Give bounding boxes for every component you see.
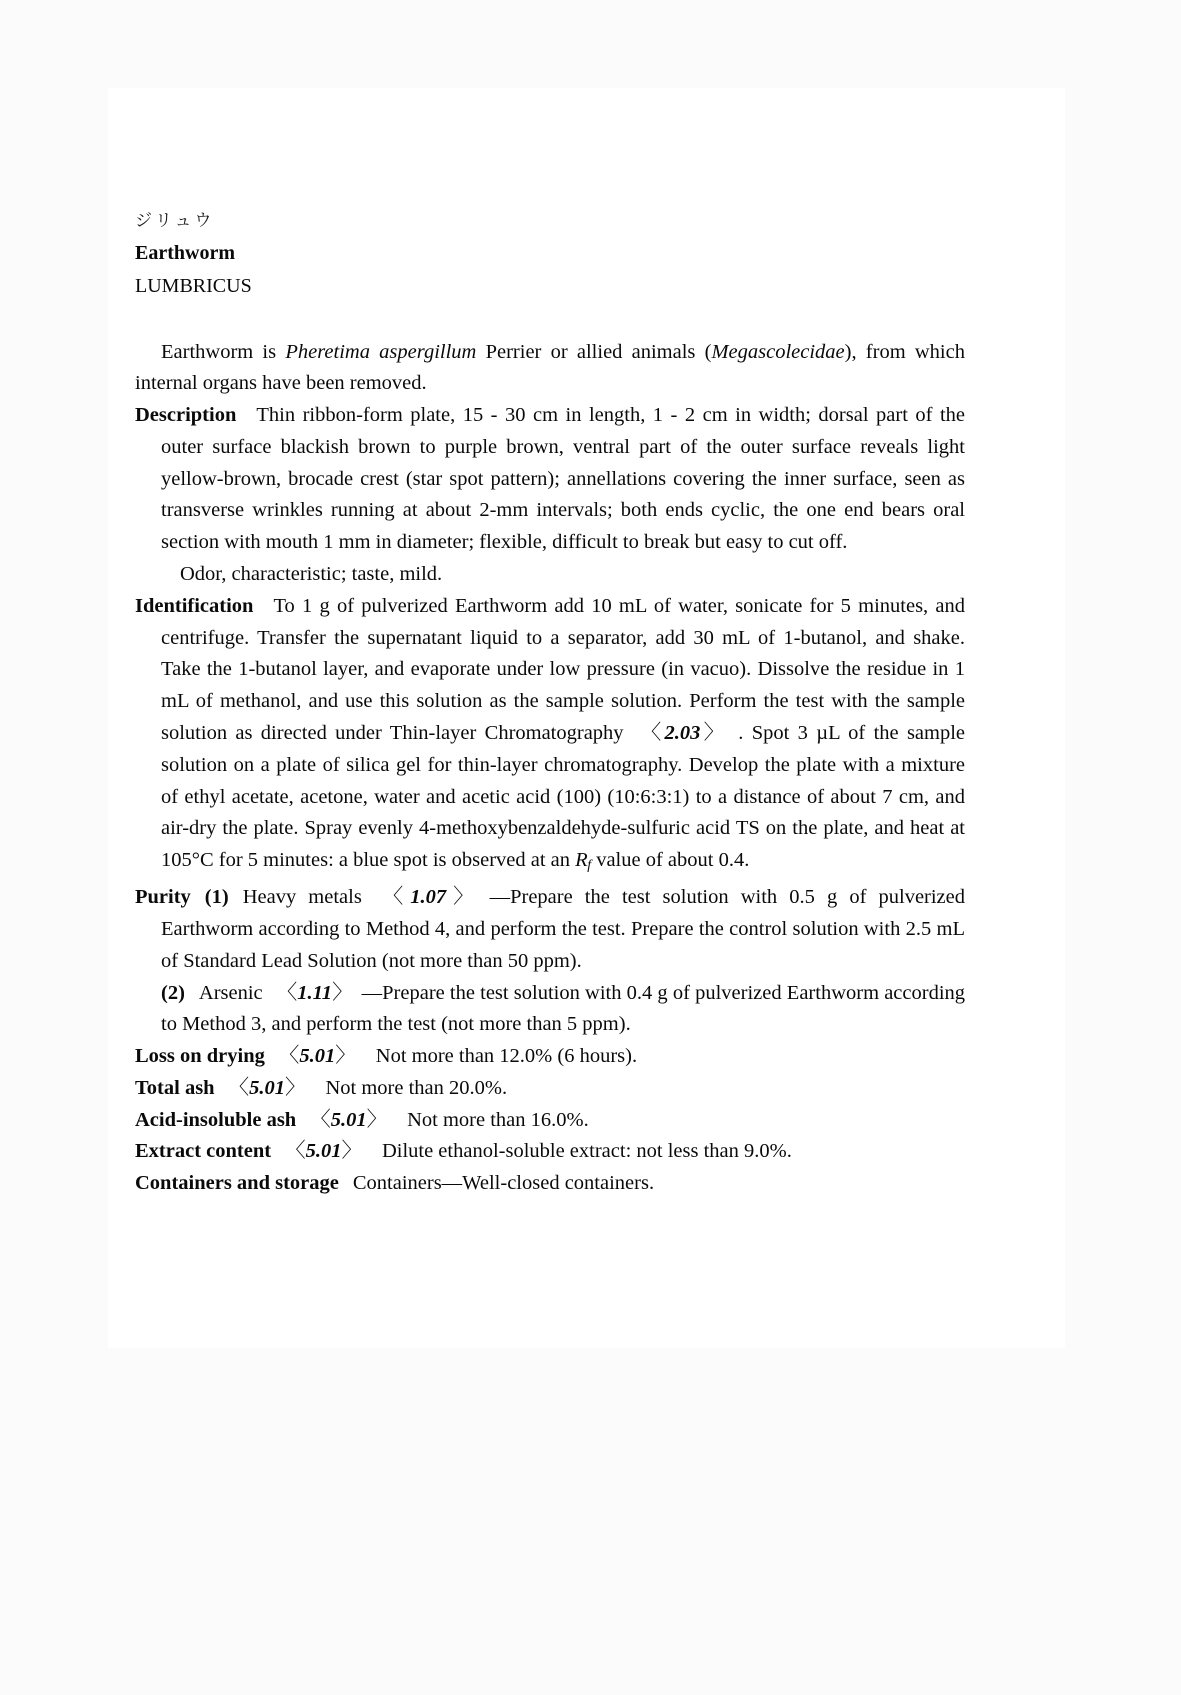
page-content	[135, 208, 965, 1200]
reference-number: 5.01	[330, 1108, 367, 1131]
reference-number: 2.03	[664, 722, 701, 745]
bracket-open: 〈	[637, 722, 665, 745]
intro-text-1: Earthworm is	[161, 340, 286, 363]
purity-item-1-number: (1)	[204, 886, 229, 909]
bracket-close: 〉	[335, 1045, 356, 1068]
extract-content-label: Extract content	[135, 1140, 272, 1163]
section-containers-and-storage	[135, 1168, 965, 1200]
description-label: Description	[135, 404, 237, 427]
bracket-open: 〈	[228, 1076, 250, 1099]
description-odor-line: Odor, characteristic; taste, mild.	[180, 563, 443, 586]
intro-text-3: ), from which internal organs have been removed.	[135, 340, 965, 395]
purity-item-1-body: —Prepare the test solution with 0.5 g of pulverized Earthworm according to Method 4, and perform the test. Prepare the control solution with 2.5 mL of Standard Lead Solution (not more than 50 ppm).	[161, 886, 966, 972]
reference-number: 1.11	[297, 981, 333, 1004]
purity-item-2-number: (2)	[161, 981, 185, 1004]
rf-subscript: f	[587, 858, 592, 874]
reference-marker-5-01	[285, 1140, 362, 1162]
identification-body-2: . Spot 3 µL of the sample solution on a plate of silica gel for thin-layer chromatography. Develop the plate with a mixture of ethyl acetate, acetone, water and acetic acid (100) (10:6:3:1) to a distance of about 7 cm, and air-dry the plate. Spray evenly 4-methoxybenzaldehyde-sulfuric acid TS on the plate, and heat at 105°C for 5 minutes: a blue spot is observed at an	[161, 722, 966, 872]
bracket-close: 〉	[341, 1140, 362, 1163]
reference-number: 1.07	[410, 886, 447, 909]
extract-content-body: Dilute ethanol-soluble extract: not less than 9.0%.	[381, 1140, 792, 1163]
bracket-close: 〉	[284, 1076, 306, 1099]
monograph-heading	[135, 208, 965, 301]
reference-number: 5.01	[299, 1045, 336, 1068]
reference-marker-1-11	[277, 982, 353, 1004]
identification-body-3: value of about 0.4.	[591, 849, 750, 872]
bracket-open: 〈	[310, 1108, 331, 1131]
reference-number: 5.01	[305, 1140, 342, 1163]
bracket-open: 〈	[278, 1045, 300, 1068]
monograph-body	[135, 337, 965, 1201]
purity-item-2-name: Arsenic	[198, 981, 263, 1004]
intro-text-2: Perrier or allied animals (	[476, 340, 712, 363]
page-title: Earthworm	[135, 241, 235, 264]
acid-insoluble-ash-body: Not more than 16.0%.	[407, 1108, 589, 1131]
bracket-open: 〈	[375, 886, 411, 909]
acid-insoluble-ash-label: Acid-insoluble ash	[135, 1108, 297, 1131]
purity-label: Purity	[135, 886, 191, 909]
reference-marker-5-01	[279, 1045, 356, 1067]
document-page	[108, 88, 1065, 1348]
bracket-close: 〉	[446, 886, 481, 909]
reference-marker-5-01	[229, 1077, 306, 1099]
section-purity	[135, 882, 965, 977]
section-total-ash	[135, 1073, 965, 1105]
rf-symbol	[575, 849, 592, 874]
identification-label: Identification	[135, 594, 254, 617]
purity-item-2	[135, 978, 965, 1042]
reference-marker-5-01	[310, 1109, 387, 1131]
purity-item-2-body: —Prepare the test solution with 0.4 g of pulverized Earthworm according to Method 3, and perform the test (not more than 5 ppm).	[161, 981, 966, 1036]
reference-marker-2-03	[638, 722, 728, 744]
section-acid-insoluble-ash	[135, 1105, 965, 1137]
reference-number: 5.01	[249, 1076, 285, 1099]
containers-and-storage-body: Containers—Well-closed containers.	[352, 1172, 655, 1195]
section-loss-on-drying	[135, 1041, 965, 1073]
section-description	[135, 400, 965, 559]
bracket-close: 〉	[366, 1108, 388, 1131]
section-extract-content	[135, 1136, 965, 1168]
loss-on-drying-body: Not more than 12.0% (6 hours).	[375, 1045, 638, 1068]
rf-letter: R	[575, 849, 588, 872]
bracket-close: 〉	[332, 981, 353, 1004]
total-ash-label: Total ash	[135, 1076, 215, 1099]
family-name: Megascolecidae	[711, 340, 845, 363]
species-name: Pheretima aspergillum	[285, 340, 477, 363]
identification-body-1: To 1 g of pulverized Earthworm add 10 mL of water, sonicate for 5 minutes, and centrifuge. Transfer the supernatant liquid to a separator, add 30 mL of 1-butanol, and shake. Take the 1-butanol layer, and evaporate under low pressure (in vacuo). Dissolve the residue in 1 mL of methanol, and use this solution as the sample solution. Perform the test with the sample solution as directed under Thin-layer Chromatography	[161, 594, 965, 745]
description-body: Thin ribbon-form plate, 15 - 30 cm in length, 1 - 2 cm in width; dorsal part of the outer surface blackish brown to purple brown, ventral part of the outer surface reveals light yellow-brown, brocade crest (star spot pattern); annellations covering the inner surface, seen as transverse wrinkles running at about 2-mm intervals; both ends cyclic, the one end bears oral section with mouth 1 mm in diameter; flexible, difficult to break but easy to cut off.	[161, 404, 965, 554]
kana-reading: ジリュウ	[135, 211, 215, 230]
loss-on-drying-label: Loss on drying	[135, 1045, 265, 1068]
bracket-open: 〈	[285, 1140, 306, 1163]
section-identification	[135, 591, 965, 882]
containers-and-storage-label: Containers and storage	[135, 1172, 339, 1195]
purity-item-1-name: Heavy metals	[242, 886, 362, 909]
latin-name: LUMBRICUS	[135, 274, 252, 297]
intro-paragraph	[135, 337, 965, 401]
bracket-close: 〉	[700, 722, 728, 745]
total-ash-body: Not more than 20.0%.	[325, 1076, 508, 1099]
bracket-open: 〈	[276, 981, 298, 1004]
reference-marker-1-07	[376, 886, 481, 908]
